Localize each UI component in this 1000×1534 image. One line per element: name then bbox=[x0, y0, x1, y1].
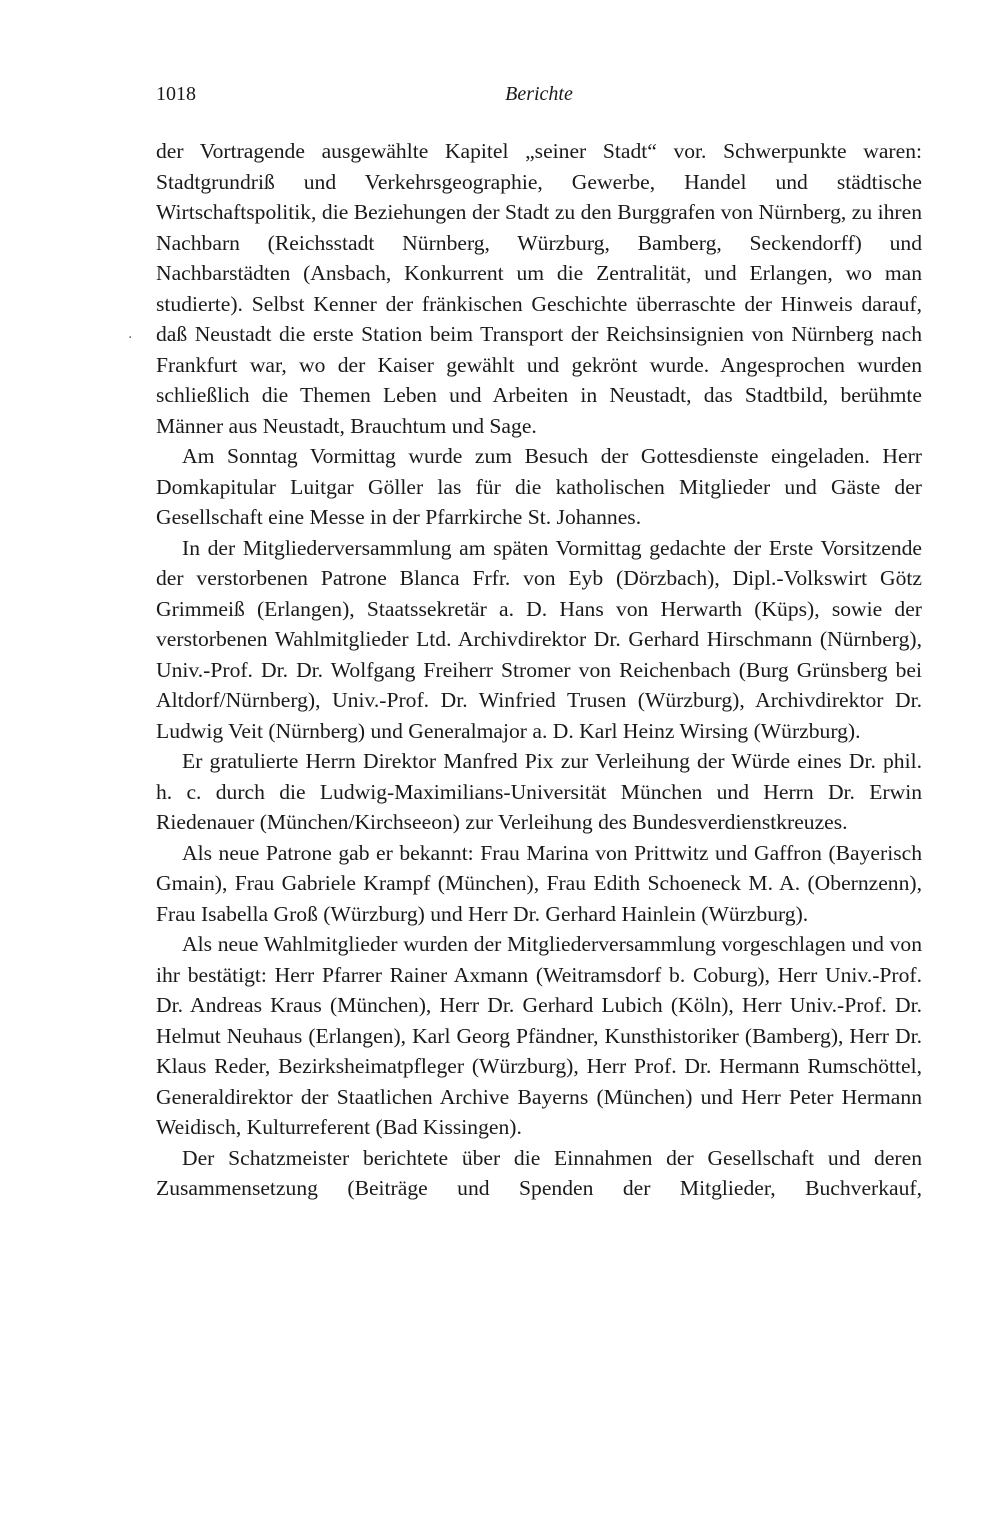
paragraph-3: In der Mitgliederversammlung am späten Vormittag gedachte der Erste Vorsitzende der verstorbenen Patrone Blanca Frfr. von Eyb (Dörzbach), Dipl.-Volkswirt Götz Grimmeiß (Erlangen), Staatssekretär a. D. Hans von Herwarth (Küps), sowie der verstorbenen Wahlmitglieder Ltd. Archivdirektor Dr. Gerhard Hirschmann (Nürnberg), Univ.-Prof. Dr. Dr. Wolfgang Freiherr Stromer von Reichenbach (Burg Grünsberg bei Altdorf/Nürnberg), Univ.-Prof. Dr. Winfried Trusen (Würzburg), Archivdirektor Dr. Ludwig Veit (Nürnberg) und Generalmajor a. D. Karl Heinz Wirsing (Würzburg). bbox=[156, 535, 922, 743]
paragraph-1: der Vortragende ausgewählte Kapitel „seiner Stadt“ vor. Schwerpunkte waren: Stadtgrundriß und Verkehrsgeographie, Gewerbe, Handel und städtische Wirtschaftspolitik, die Beziehungen der Stadt zu den Burggrafen von Nürnberg, zu ihren Nachbarn (Reichsstadt Nürnberg, Würzburg, Bamberg, Seckendorff) und Nachbarstädten (Ansbach, Konkurrent um die Zentralität, und Erlangen, wo man studierte). Selbst Kenner der fränkischen Geschichte überraschte der Hinweis darauf, daß Neustadt die erste Station beim Transport der Reichsinsignien von Nürnberg nach Frankfurt war, wo der Kaiser gewählt und gekrönt wurde. Angesprochen wurden schließlich die Themen Leben und Arbeiten in Neustadt, das Stadtbild, berühmte Männer aus Neustadt, Brauchtum und Sage. bbox=[156, 139, 922, 438]
paragraph-5: Als neue Patrone gab er bekannt: Frau Marina von Prittwitz und Gaffron (Bayerisch Gmain), Frau Gabriele Krampf (München), Frau Edith Schoeneck M. A. (Obernzenn), Frau Isabella Groß (Würzburg) und Herr Dr. Gerhard Hainlein (Würzburg). bbox=[156, 840, 922, 926]
running-head bbox=[156, 80, 922, 108]
paragraph-6: Als neue Wahlmitglieder wurden der Mitgliederversammlung vorgeschlagen und von ihr bestätigt: Herr Pfarrer Rainer Axmann (Weitramsdorf b. Coburg), Herr Univ.-Prof. Dr. Andreas Kraus (München), Herr Dr. Gerhard Lubich (Köln), Herr Univ.-Prof. Dr. Helmut Neuhaus (Erlangen), Karl Georg Pfändner, Kunsthistoriker (Bamberg), Herr Dr. Klaus Reder, Bezirksheimatpfleger (Würzburg), Herr Prof. Dr. Hermann Rumschöttel, Generaldirektor der Staatlichen Archive Bayerns (München) und Herr Peter Hermann Weidisch, Kulturreferent (Bad Kissingen). bbox=[156, 932, 922, 1139]
paragraph-4: Er gratulierte Herrn Direktor Manfred Pix zur Verleihung der Würde eines Dr. phil. h. c. durch die Ludwig-Maximilians-Universität München und Herrn Dr. Erwin Riedenauer (München/Kirchseeon) zur Verleihung des Bundesverdienstkreuzes. bbox=[156, 749, 922, 834]
page-number: 1018 bbox=[156, 83, 196, 105]
paragraph-2: Am Sonntag Vormittag wurde zum Besuch der Gottesdienste eingeladen. Herr Domkapitular Luitgar Göller las für die katholischen Mitglieder und Gäste der Gesellschaft eine Messe in der Pfarrkirche St. Johannes. bbox=[156, 444, 922, 529]
margin-mark: · bbox=[128, 330, 133, 346]
body-text bbox=[156, 136, 922, 1204]
paragraph-7: Der Schatzmeister berichtete über die Einnahmen der Gesellschaft und deren Zusammensetzung (Beiträge und Spenden der Mitglieder, Buchverkauf, bbox=[156, 1145, 922, 1200]
running-title: Berichte bbox=[505, 83, 573, 105]
